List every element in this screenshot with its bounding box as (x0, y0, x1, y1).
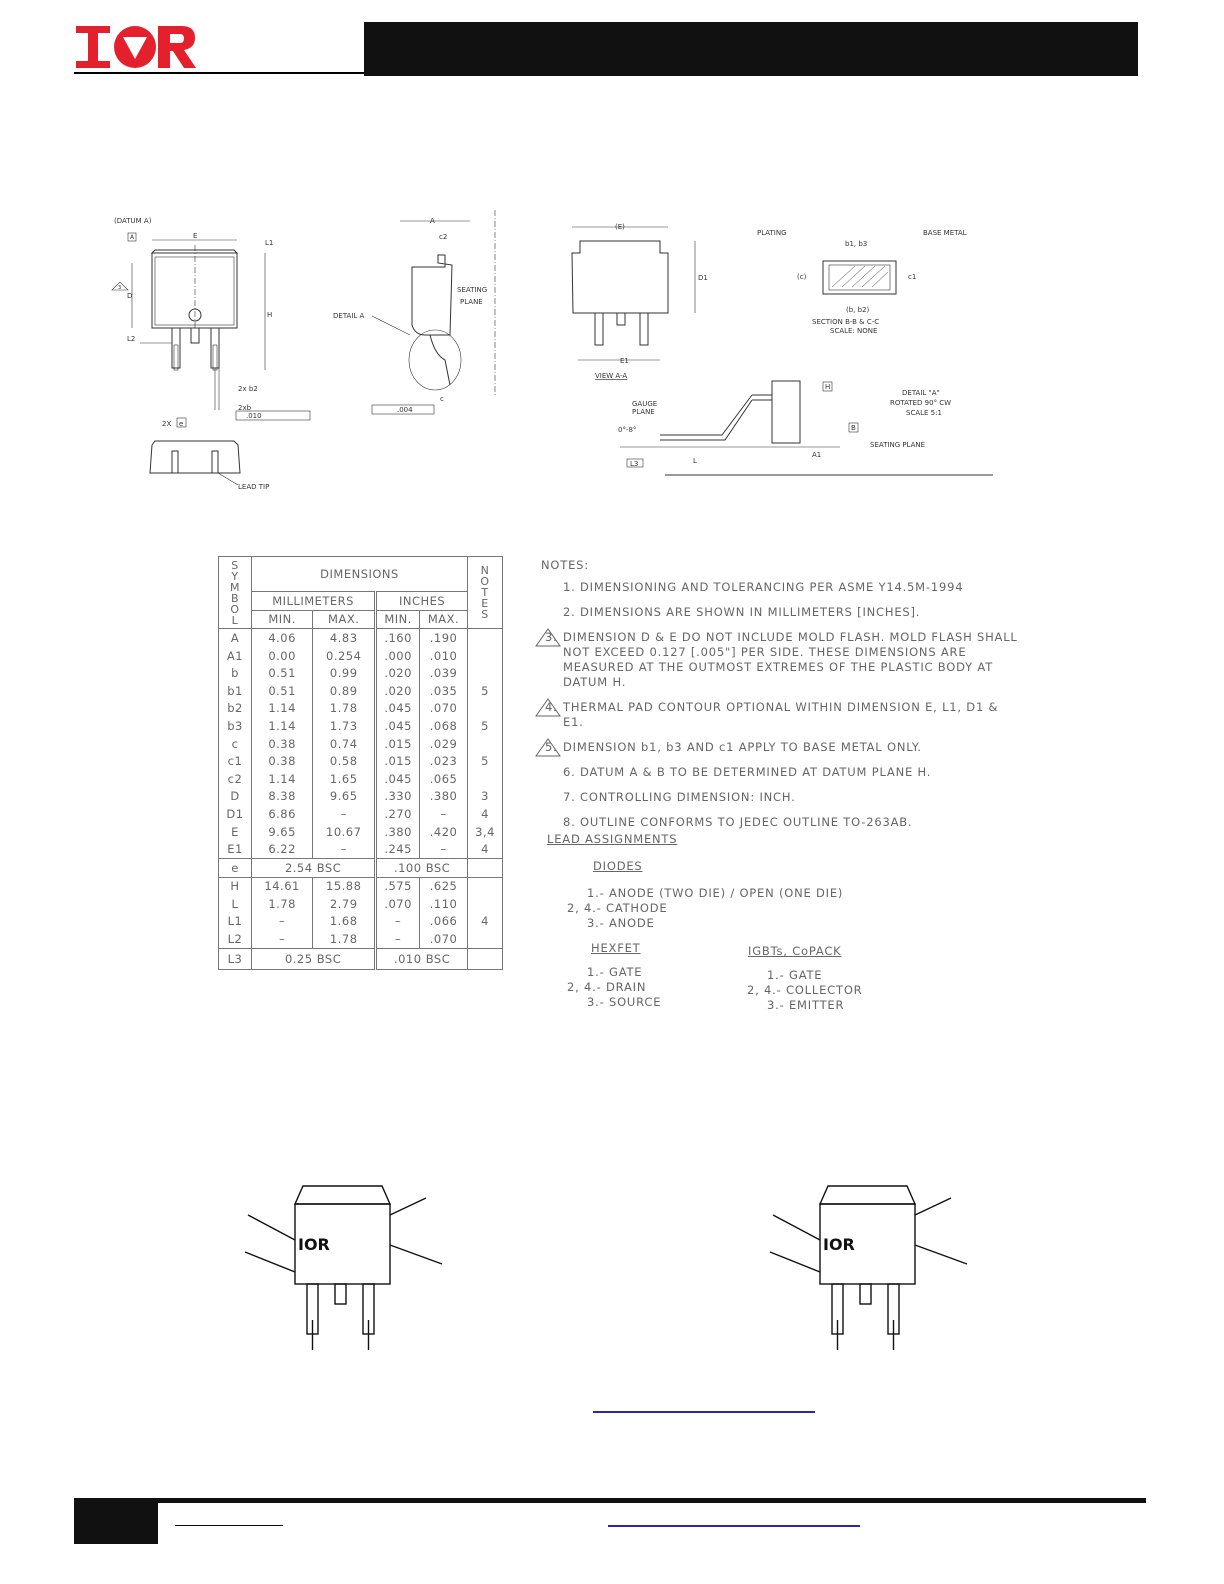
table-cell-imin: .020 (376, 664, 420, 682)
table-cell-imin: – (376, 913, 420, 931)
view-dim-e1: E1 (620, 357, 629, 365)
table-cell-mmin: 1.14 (252, 700, 313, 718)
table-cell-mmax: – (313, 805, 376, 823)
part-marking-right (765, 1180, 985, 1360)
table-cell-mmin: 0.38 (252, 752, 313, 770)
note-4: 4. THERMAL PAD CONTOUR OPTIONAL WITHIN DIMENSION E, L1, D1 & E1. (541, 700, 1021, 730)
angle-label: 0°-8° (618, 426, 637, 434)
table-cell-imin: .575 (376, 877, 420, 895)
section-label: SECTION B-B & C-C (812, 318, 880, 326)
table-cell-sym: A (219, 629, 252, 647)
table-cell-sym: A1 (219, 647, 252, 665)
detail-a-view (618, 381, 993, 475)
note-7: 7. CONTROLLING DIMENSION: INCH. (563, 790, 796, 804)
package-outline-drawing (100, 195, 1020, 505)
table-cell-mmin: 14.61 (252, 877, 313, 895)
table-cell-sym: E (219, 823, 252, 841)
table-cell-mmax: 1.78 (313, 930, 376, 948)
view-a-a-label: VIEW A-A (595, 372, 628, 380)
lead-item: 1.- GATE (767, 968, 823, 982)
table-cell-sym: c2 (219, 770, 252, 788)
ior-mark-logo: IOR (298, 1235, 330, 1254)
table-cell-mmin: 8.38 (252, 788, 313, 806)
table-cell-sym: L2 (219, 930, 252, 948)
table-cell-imin: .380 (376, 823, 420, 841)
table-row (219, 717, 503, 735)
table-cell-imin: .015 (376, 735, 420, 753)
a1-label: A1 (812, 451, 822, 459)
table-cell-imin: .070 (376, 895, 420, 913)
table-row (219, 895, 503, 913)
table-cell-sym: D (219, 788, 252, 806)
table-cell-mmin: 0.38 (252, 735, 313, 753)
lead-assignments-title: LEAD ASSIGNMENTS (547, 832, 678, 846)
section-view (757, 229, 967, 335)
table-cell-sym: E1 (219, 840, 252, 858)
table-row (219, 647, 503, 665)
table-cell-note: 4 (468, 913, 503, 931)
diodes-title: DIODES (593, 859, 643, 873)
dimension-table (218, 556, 503, 970)
table-cell-sym: b1 (219, 682, 252, 700)
tolerance-004: .004 (397, 406, 413, 414)
table-cell-imin: .045 (376, 700, 420, 718)
table-cell-imin: – (376, 930, 420, 948)
lead-item: 2, 4.- COLLECTOR (747, 983, 863, 997)
base-metal-label: BASE METAL (923, 229, 967, 237)
table-row (219, 913, 503, 931)
table-cell-note (468, 629, 503, 647)
footer-link-underline[interactable] (608, 1525, 860, 1527)
table-cell-mmin: – (252, 930, 313, 948)
table-cell-sym: e (219, 858, 252, 877)
b1-b3-label: b1, b3 (845, 240, 868, 248)
table-row (219, 664, 503, 682)
tri-3-front: 3 (118, 285, 122, 291)
header-bar (364, 22, 1138, 76)
table-cell-imin: .015 (376, 752, 420, 770)
c-label: (c) (797, 273, 807, 281)
table-cell-imin: .000 (376, 647, 420, 665)
box-h: H (825, 383, 831, 391)
gauge-label: GAUGE (632, 400, 658, 408)
table-cell-note (468, 664, 503, 682)
table-cell-imax: .068 (420, 717, 468, 735)
mm-max-header: MAX. (313, 610, 376, 629)
table-cell-note (468, 948, 503, 969)
table-cell-mmax: 0.254 (313, 647, 376, 665)
table-cell-mmax: 2.79 (313, 895, 376, 913)
table-cell-mm: 0.25 BSC (252, 948, 376, 969)
table-row (219, 629, 503, 647)
table-cell-imin: .245 (376, 840, 420, 858)
scale-5-1-label: SCALE 5:1 (906, 409, 942, 417)
table-cell-mmax: 1.65 (313, 770, 376, 788)
table-row (219, 682, 503, 700)
table-cell-mmin: 1.78 (252, 895, 313, 913)
table-row (219, 770, 503, 788)
table-cell-imin: .045 (376, 717, 420, 735)
dim-e-pitch: e (179, 420, 184, 428)
symbol-header: S Y M B O L (219, 557, 252, 629)
table-cell-note: 5 (468, 752, 503, 770)
side-dim-c: c (440, 395, 444, 403)
igbt-title: IGBTs, CoPACK (748, 944, 842, 958)
notes-title: NOTES: (541, 558, 589, 572)
table-cell-note: 4 (468, 840, 503, 858)
note-3: 3. DIMENSION D & E DO NOT INCLUDE MOLD FLASH. MOLD FLASH SHALL NOT EXCEED 0.127 [.005"] PER SIDE. THESE DIMENSIONS ARE MEASURED AT THE OUTMOST EXTREMES OF THE PLASTIC BODY AT DATUM H. (541, 630, 1021, 690)
table-cell-sym: b (219, 664, 252, 682)
in-min-header: MIN. (376, 610, 420, 629)
note-1: 1. DIMENSIONING AND TOLERANCING PER ASME Y14.5M-1994 (563, 580, 964, 594)
table-cell-imax: .065 (420, 770, 468, 788)
table-cell-imax: .420 (420, 823, 468, 841)
table-cell-mmin: 9.65 (252, 823, 313, 841)
millimeters-header: MILLIMETERS (252, 592, 376, 611)
table-cell-mmin: 4.06 (252, 629, 313, 647)
table-cell-note: 4 (468, 805, 503, 823)
table-cell-mmin: 1.14 (252, 717, 313, 735)
table-cell-imax: .029 (420, 735, 468, 753)
table-cell-imin: .045 (376, 770, 420, 788)
table-cell-imin: .270 (376, 805, 420, 823)
table-cell-sym: D1 (219, 805, 252, 823)
side-dim-c2: c2 (439, 233, 448, 241)
table-cell-imax: – (420, 805, 468, 823)
lead-item: 3.- ANODE (587, 916, 655, 930)
dim-e: E (193, 232, 198, 240)
seating-label: SEATING (457, 286, 488, 294)
plating-label: PLATING (757, 229, 787, 237)
table-cell-mmax: 0.74 (313, 735, 376, 753)
footer-page-box (74, 1498, 158, 1544)
table-cell-note (468, 735, 503, 753)
table-cell-sym: L3 (219, 948, 252, 969)
lead-item: 1.- ANODE (TWO DIE) / OPEN (ONE DIE) (587, 886, 844, 900)
table-cell-imax: .035 (420, 682, 468, 700)
notes-section (541, 558, 1021, 840)
table-row (219, 752, 503, 770)
mm-min-header: MIN. (252, 610, 313, 629)
table-cell-note: 3,4 (468, 823, 503, 841)
table-cell-mmin: 6.86 (252, 805, 313, 823)
table-row (219, 700, 503, 718)
table-cell-mmin: 1.14 (252, 770, 313, 788)
table-cell-imax: .066 (420, 913, 468, 931)
inches-header: INCHES (376, 592, 468, 611)
table-cell-sym: b3 (219, 717, 252, 735)
table-cell-mmin: 0.51 (252, 682, 313, 700)
dim-l2: L2 (127, 335, 136, 343)
table-row (219, 805, 503, 823)
table-cell-note: 5 (468, 717, 503, 735)
scale-none-label: SCALE: NONE (830, 327, 878, 335)
table-cell-mmin: 0.00 (252, 647, 313, 665)
table-cell-imax: .039 (420, 664, 468, 682)
table-cell-in: .010 BSC (376, 948, 468, 969)
table-cell-mmin: – (252, 913, 313, 931)
side-view (333, 210, 495, 414)
table-row (219, 735, 503, 753)
table-cell-note (468, 930, 503, 948)
lead-item: 2, 4.- DRAIN (567, 980, 647, 994)
table-row (219, 788, 503, 806)
table-cell-note: 5 (468, 682, 503, 700)
detail-title: DETAIL "A" (902, 389, 940, 397)
lead-item: 3.- EMITTER (767, 998, 845, 1012)
table-cell-imax: .625 (420, 877, 468, 895)
box-b: B (851, 424, 856, 432)
table-cell-imax: .380 (420, 788, 468, 806)
table-cell-imax: .070 (420, 930, 468, 948)
table-row (219, 840, 503, 858)
table-cell-mmax: 0.58 (313, 752, 376, 770)
l-label: L (693, 457, 697, 465)
lead-tip-label: LEAD TIP (238, 483, 270, 491)
view-dim-e: (E) (615, 223, 625, 231)
table-cell-mmax: 15.88 (313, 877, 376, 895)
note-5: 5. DIMENSION b1, b3 AND c1 APPLY TO BASE METAL ONLY. (541, 740, 1021, 755)
table-cell-mmax: 1.78 (313, 700, 376, 718)
part-marking-left (240, 1180, 460, 1360)
ior-logo (74, 22, 198, 72)
link-underline[interactable] (593, 1411, 815, 1413)
table-cell-sym: c (219, 735, 252, 753)
table-cell-imax: – (420, 840, 468, 858)
l3-label: L3 (630, 460, 639, 468)
dim-l1: L1 (265, 239, 274, 247)
table-cell-mmin: 0.51 (252, 664, 313, 682)
table-cell-mmax: – (313, 840, 376, 858)
note-8: 8. OUTLINE CONFORMS TO JEDEC OUTLINE TO-263AB. (563, 815, 913, 829)
dim-h: H (267, 311, 273, 319)
table-cell-imax: .023 (420, 752, 468, 770)
gauge-plane-label: PLANE (632, 408, 655, 416)
box-a: A (130, 234, 135, 241)
note-6: 6. DATUM A & B TO BE DETERMINED AT DATUM PLANE H. (563, 765, 932, 779)
table-cell-note (468, 647, 503, 665)
hexfet-title: HEXFET (591, 941, 641, 955)
table-cell-sym: L1 (219, 913, 252, 931)
notes-header: N O T E S (468, 557, 503, 629)
table-cell-note (468, 858, 503, 877)
dim-2x-b: 2xb (238, 404, 252, 412)
in-max-header: MAX. (420, 610, 468, 629)
table-cell-imax: .190 (420, 629, 468, 647)
table-cell-mm: 2.54 BSC (252, 858, 376, 877)
table-row (219, 823, 503, 841)
table-cell-in: .100 BSC (376, 858, 468, 877)
table-cell-mmin: 6.22 (252, 840, 313, 858)
side-dim-a: A (430, 217, 435, 225)
table-row (219, 930, 503, 948)
table-cell-sym: c1 (219, 752, 252, 770)
table-cell-imax: .010 (420, 647, 468, 665)
table-cell-sym: b2 (219, 700, 252, 718)
table-cell-note (468, 700, 503, 718)
table-cell-mmax: 1.68 (313, 913, 376, 931)
table-cell-mmax: 9.65 (313, 788, 376, 806)
dim-2x-b2: 2x b2 (238, 385, 258, 393)
table-cell-mmax: 4.83 (313, 629, 376, 647)
ior-mark-logo: IOR (823, 1235, 855, 1254)
lead-item: 3.- SOURCE (587, 995, 662, 1009)
c1-label: c1 (908, 273, 917, 281)
tolerance-010: .010 (246, 412, 262, 420)
datum-a-label: (DATUM A) (114, 217, 152, 225)
table-cell-imax: .110 (420, 895, 468, 913)
table-cell-mmax: 10.67 (313, 823, 376, 841)
table-cell-imin: .020 (376, 682, 420, 700)
footer-rule (175, 1525, 283, 1526)
table-cell-note (468, 877, 503, 895)
seating-plane-label: SEATING PLANE (870, 441, 926, 449)
footer-bar (74, 1498, 1146, 1503)
table-cell-imin: .160 (376, 629, 420, 647)
header-rule (74, 72, 364, 74)
view-a-a (572, 223, 708, 380)
table-cell-note (468, 770, 503, 788)
detail-a-label: DETAIL A (333, 312, 365, 320)
front-view (112, 217, 310, 491)
table-cell-mmax: 0.89 (313, 682, 376, 700)
b-b2-label: (b, b2) (846, 306, 870, 314)
lead-assignments (547, 832, 1027, 1021)
table-cell-note: 3 (468, 788, 503, 806)
table-cell-sym: L (219, 895, 252, 913)
table-cell-mmax: 0.99 (313, 664, 376, 682)
plane-label: PLANE (460, 298, 483, 306)
table-cell-imax: .070 (420, 700, 468, 718)
dimensions-header: DIMENSIONS (252, 557, 468, 592)
table-cell-sym: H (219, 877, 252, 895)
dim-d: D (127, 292, 133, 300)
table-cell-mmax: 1.73 (313, 717, 376, 735)
rotated-label: ROTATED 90° CW (890, 399, 952, 407)
table-cell-imin: .330 (376, 788, 420, 806)
lead-item: 1.- GATE (587, 965, 643, 979)
view-dim-d1: D1 (698, 274, 708, 282)
note-2: 2. DIMENSIONS ARE SHOWN IN MILLIMETERS [INCHES]. (563, 605, 921, 619)
lead-item: 2, 4.- CATHODE (567, 901, 668, 915)
dim-2x: 2X (162, 420, 172, 428)
table-cell-note (468, 895, 503, 913)
table-row (219, 877, 503, 895)
